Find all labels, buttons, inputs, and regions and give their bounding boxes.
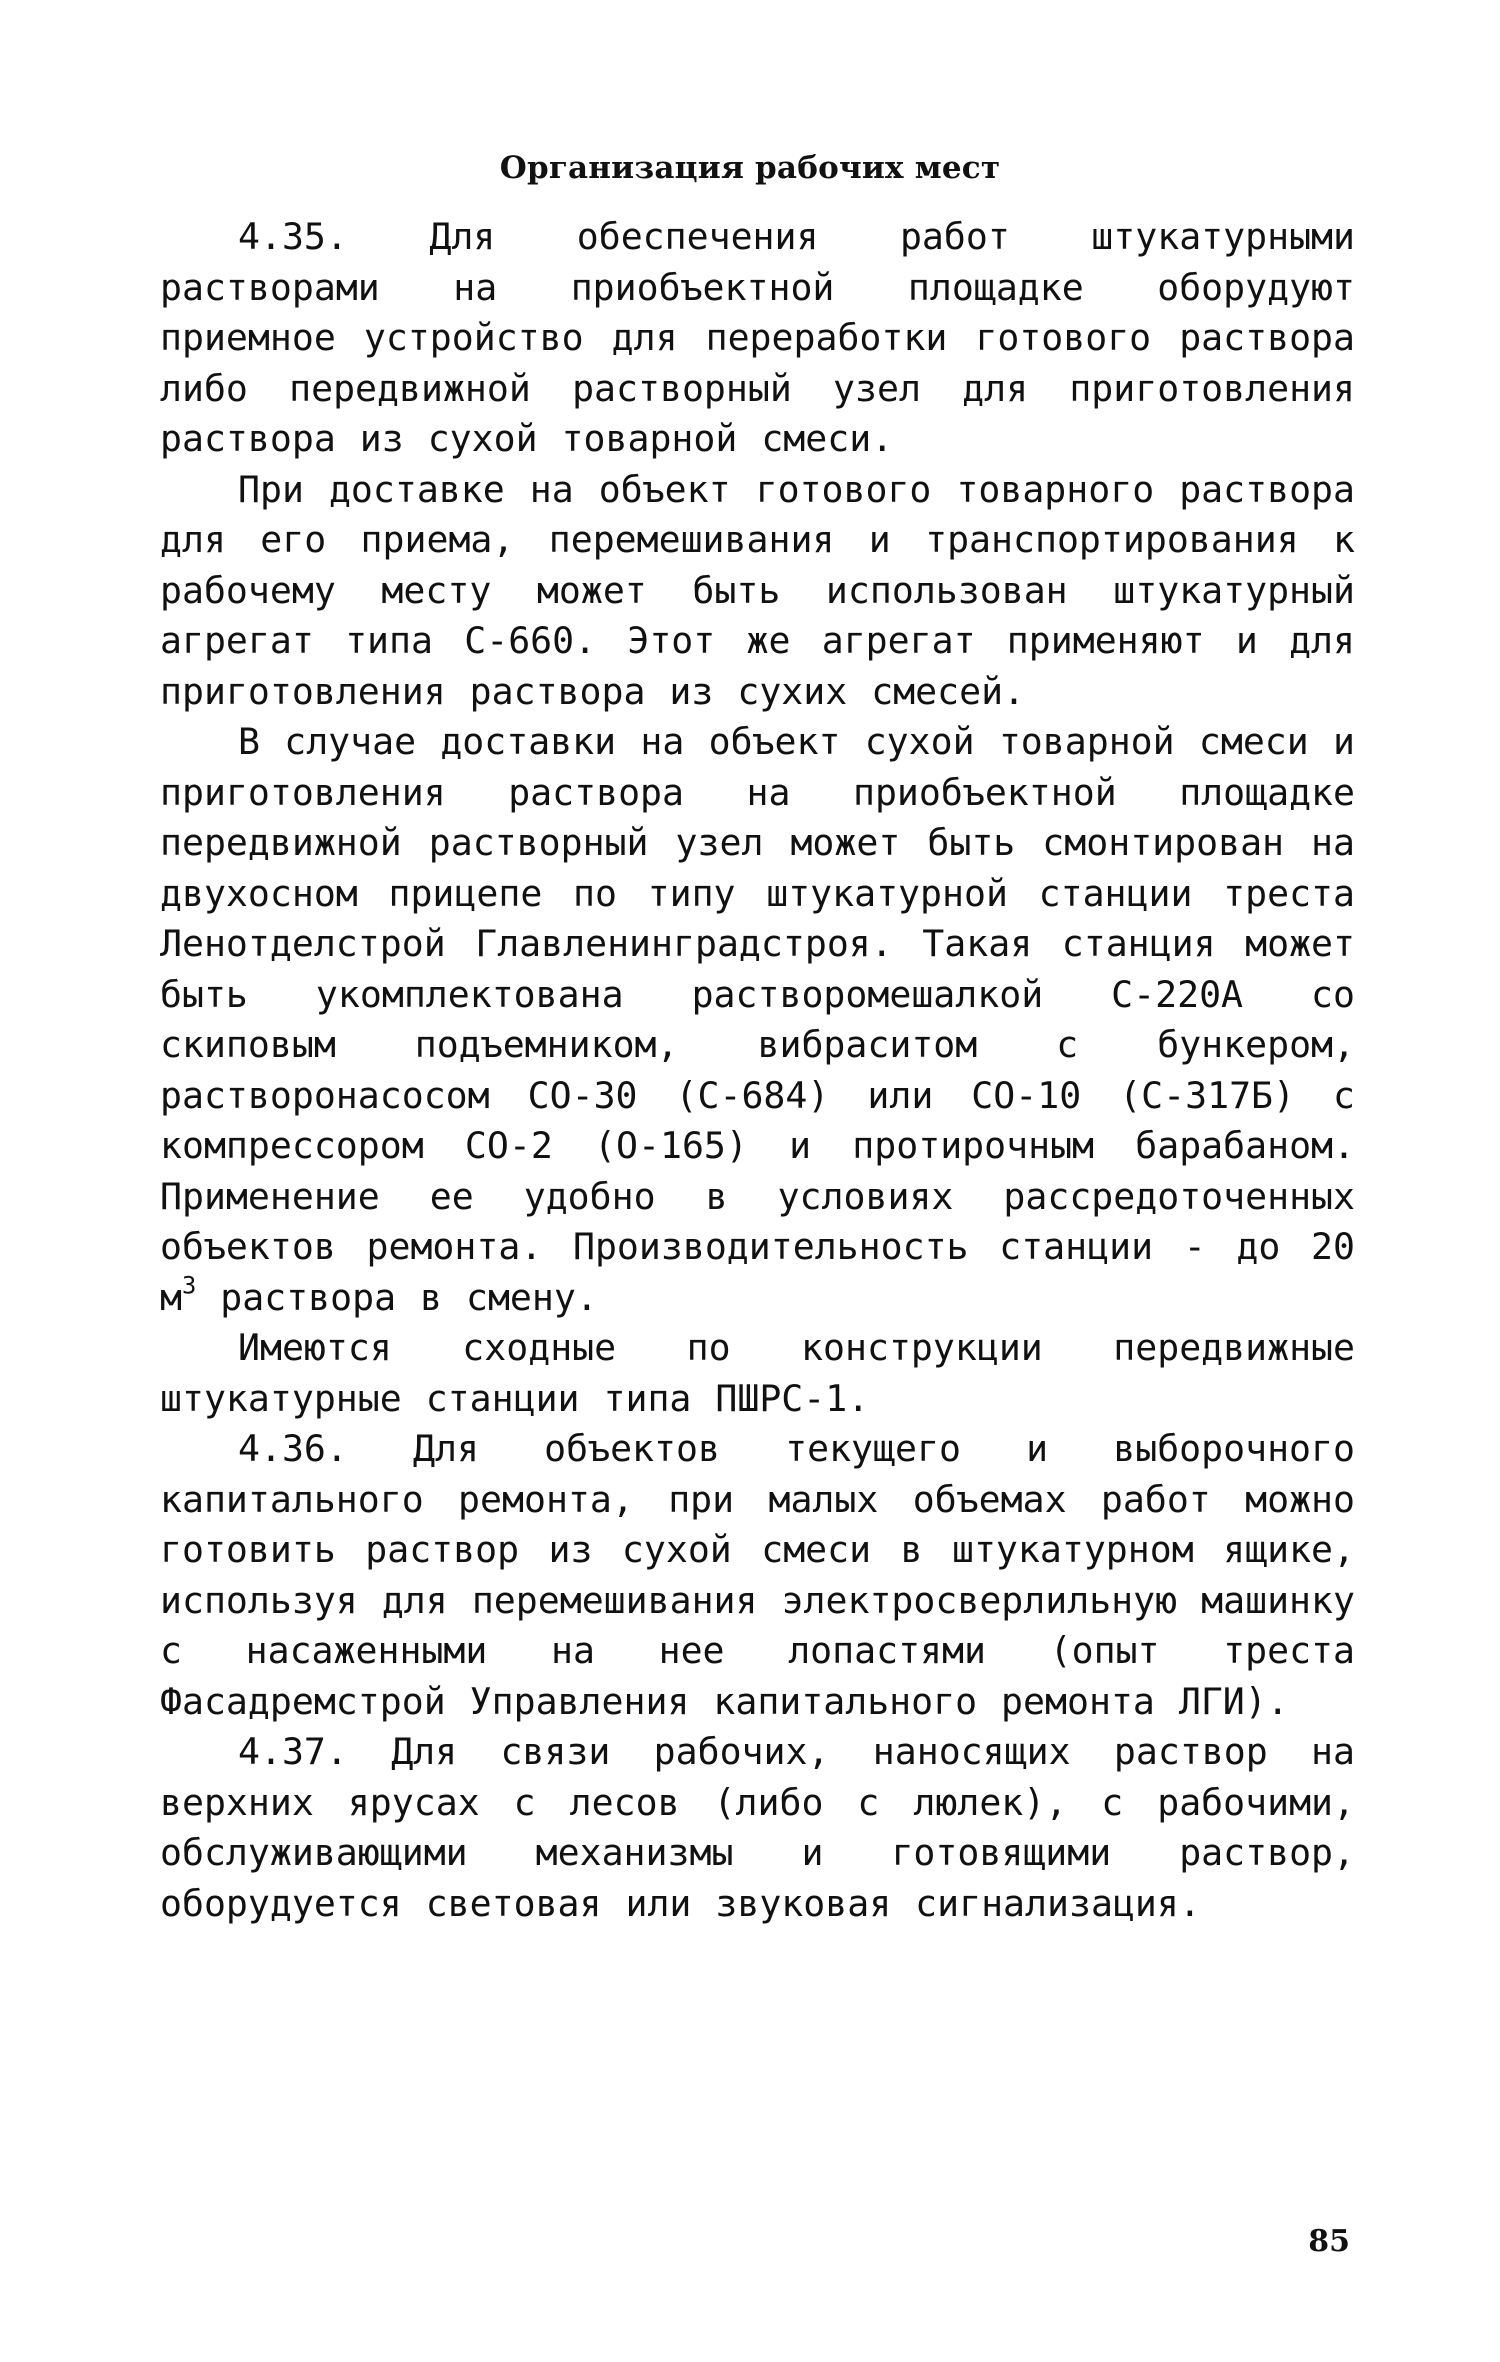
paragraph-4-35: 4.35. Для обеспечения работ штукатурными растворами на приобъектной площадке оборудуют приемное устройство для переработки готового раствора либо передвижной растворный узел для приготовления раствора из сухой товарной смеси.: [160, 215, 1355, 460]
paragraph-delivery-ready-mix: При доставке на объект готового товарного раствора для его приема, перемешивания и транспортирования к рабочему месту может быть использован штукатурный агрегат типа С-660. Этот же агрегат применяют и для приготовления раствора из сухих смесей.: [160, 467, 1355, 713]
page-number: 85: [1308, 2224, 1350, 2259]
section-heading: Организация рабочих мест: [499, 150, 1001, 186]
document-body: [160, 212, 1355, 1929]
paragraph-dry-mix-station: [160, 717, 1355, 1323]
paragraph-dry-mix-text: В случае доставки на объект сухой товарной смеси и приготовления раствора на приобъектной площадке передвижной растворный узел может быть смонтирован на двухосном прицепе по типу штукатурной станции треста Ленотделстрой Главленинградстроя. Такая станция может быть укомплектована растворомешалкой С-220А со скиповым подъемником, вибраситом с бункером, растворонасосом СО-30 (С-684) или СО-10 (С-317Б) с компрессором СО-2 (О-165) и протирочным барабаном. Применение ее удобно в условиях рассредоточенных объектов ремонта. Производительность станции - до 20 м: [160, 720, 1355, 1319]
paragraph-4-37: 4.37. Для связи рабочих, наносящих раствор на верхних ярусах с лесов (либо с люлек), с рабочими, обслуживающими механизмы и готовящими раствор, оборудуется световая или звуковая сигнализация.: [160, 1730, 1355, 1925]
cubic-superscript: 3: [181, 1270, 197, 1299]
paragraph-pshrs: Имеются сходные по конструкции передвижные штукатурные станции типа ПШРС-1.: [160, 1326, 1355, 1420]
paragraph-4-36: 4.36. Для объектов текущего и выборочного капитального ремонта, при малых объемах работ можно готовить раствор из сухой смеси в штукатурном ящике, используя для перемешивания электросверлильную машинку с насаженными на нее лопастями (опыт треста Фасадремстрой Управления капитального ремонта ЛГИ).: [160, 1427, 1355, 1723]
paragraph-dry-mix-end: раствора в смену.: [196, 1275, 598, 1319]
